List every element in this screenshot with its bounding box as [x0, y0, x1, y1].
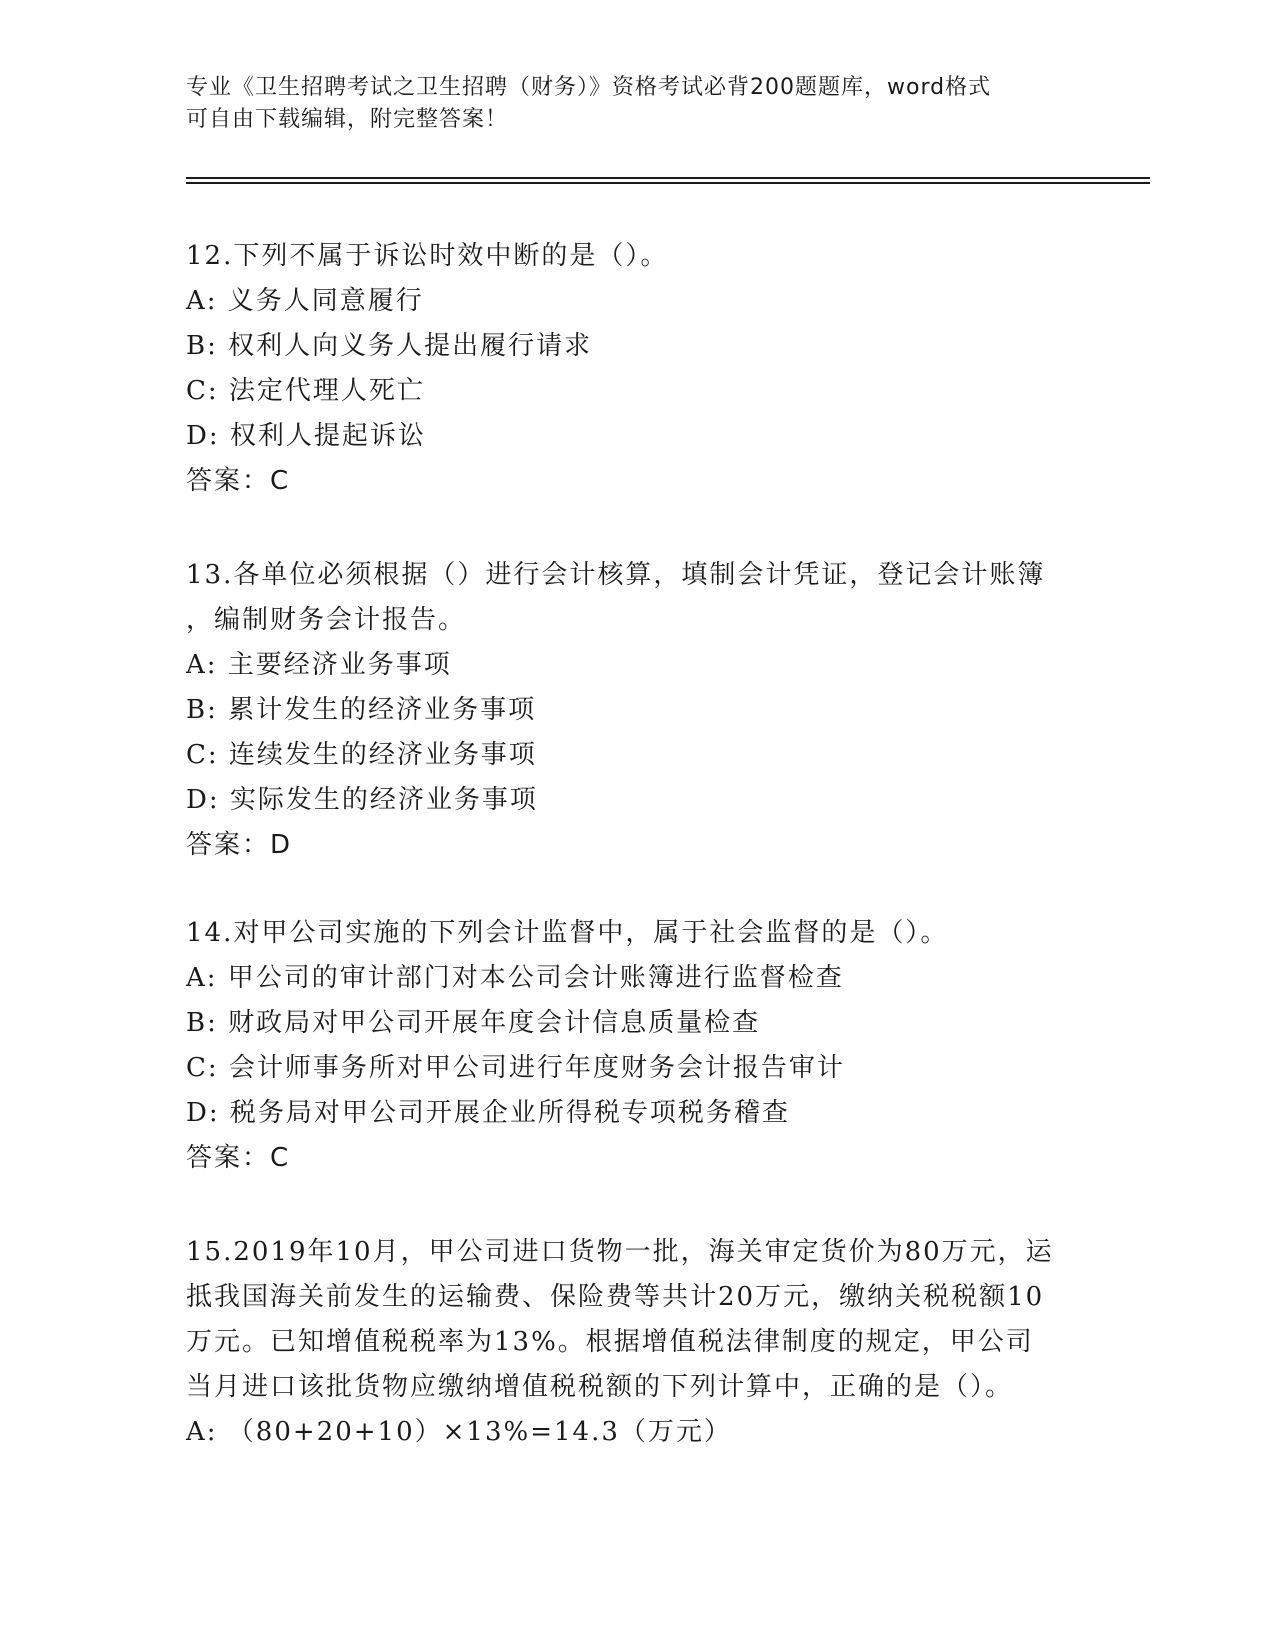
question-stem-cont: 万元。已知增值税税率为13%。根据增值税法律制度的规定，甲公司 — [186, 1327, 1034, 1357]
option-b: B: 权利人向义务人提出履行请求 — [186, 331, 593, 361]
option-a: A: 甲公司的审计部门对本公司会计账簿进行监督检查 — [186, 963, 844, 993]
option-c: C: 会计师事务所对甲公司进行年度财务会计报告审计 — [186, 1053, 845, 1083]
question-stem-cont: 当月进口该批货物应缴纳增值税税额的下列计算中，正确的是（）。 — [186, 1372, 1014, 1402]
question-stem-cont: 抵我国海关前发生的运输费、保险费等共计20万元，缴纳关税税额10 — [186, 1282, 1045, 1312]
question-15 — [186, 1230, 1086, 1455]
header-line-1: 专业《卫生招聘考试之卫生招聘（财务）》资格考试必背200题题库，word格式 — [186, 75, 992, 100]
option-c: C: 法定代理人死亡 — [186, 376, 425, 406]
option-a: A: 主要经济业务事项 — [186, 650, 452, 680]
option-d: D: 税务局对甲公司开展企业所得税专项税务稽查 — [186, 1098, 790, 1128]
header-line-2: 可自由下载编辑，附完整答案！ — [186, 107, 509, 132]
answer: 答案：C — [186, 1143, 291, 1173]
option-d: D: 实际发生的经济业务事项 — [186, 785, 538, 815]
document-header — [186, 72, 1086, 136]
question-stem: 14.对甲公司实施的下列会计监督中，属于社会监督的是（）。 — [186, 918, 949, 948]
option-b: B: 累计发生的经济业务事项 — [186, 695, 537, 725]
question-stem: 15.2019年10月，甲公司进口货物一批，海关审定货价为80万元，运 — [186, 1237, 1054, 1267]
option-c: C: 连续发生的经济业务事项 — [186, 740, 537, 770]
answer: 答案：C — [186, 466, 291, 496]
option-d: D: 权利人提起诉讼 — [186, 421, 426, 451]
option-a: A: （80+20+10）×13%=14.3（万元） — [186, 1417, 732, 1447]
header-divider-bottom — [186, 182, 1150, 184]
question-stem: 13.各单位必须根据（）进行会计核算，填制会计凭证，登记会计账簿 — [186, 560, 1046, 590]
question-stem: 12.下列不属于诉讼时效中断的是（）。 — [186, 241, 669, 271]
question-stem-cont: ，编制财务会计报告。 — [186, 605, 467, 635]
answer: 答案：D — [186, 830, 293, 860]
question-13 — [186, 553, 1086, 868]
question-14 — [186, 911, 1086, 1181]
question-12 — [186, 234, 1086, 504]
header-divider-top — [186, 177, 1150, 179]
option-a: A: 义务人同意履行 — [186, 286, 424, 316]
option-b: B: 财政局对甲公司开展年度会计信息质量检查 — [186, 1008, 761, 1038]
